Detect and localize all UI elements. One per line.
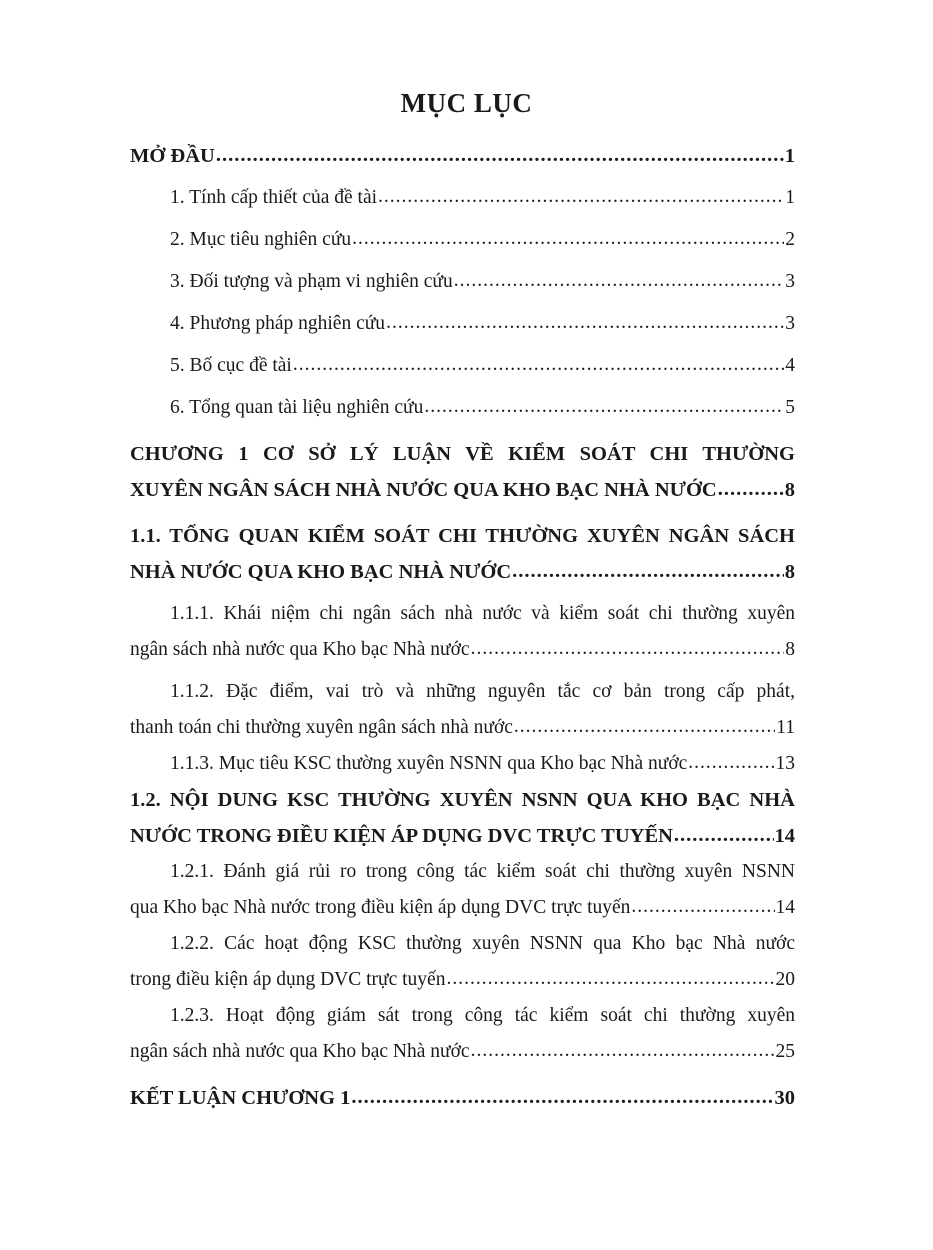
toc-page-number: 2 bbox=[785, 229, 795, 250]
toc-entry-chapter-1[interactable] bbox=[130, 436, 795, 508]
toc-entry-label-line2: trong điều kiện áp dụng DVC trực tuyến bbox=[130, 969, 446, 990]
toc-entry-section-1-2[interactable] bbox=[130, 782, 795, 854]
dot-leader bbox=[674, 817, 774, 853]
toc-entry-label-line2: thanh toán chi thường xuyên ngân sách nhà nước bbox=[130, 717, 513, 738]
toc-entry-section-1-1[interactable] bbox=[130, 518, 795, 590]
toc-entry-label: 5. Bố cục đề tài bbox=[170, 355, 292, 376]
toc-entry-label: 1.1.3. Mục tiêu KSC thường xuyên NSNN qua Kho bạc Nhà nước bbox=[170, 753, 688, 774]
toc-page-number: 14 bbox=[774, 825, 795, 847]
toc-entry-label-line1: 1.2. NỘI DUNG KSC THƯỜNG XUYÊN NSNN QUA KHO BẠC NHÀ bbox=[130, 789, 795, 811]
toc-entry-label: 1. Tính cấp thiết của đề tài bbox=[170, 187, 378, 208]
toc-page-number: 13 bbox=[775, 753, 795, 774]
dot-leader bbox=[216, 137, 784, 173]
dot-leader bbox=[688, 745, 774, 781]
toc-page-number: 1 bbox=[785, 187, 795, 208]
toc-page-number: 30 bbox=[774, 1087, 795, 1109]
toc-entry-label-line2: NƯỚC TRONG ĐIỀU KIỆN ÁP DỤNG DVC TRỰC TUYẾN bbox=[130, 825, 673, 847]
toc-entry-label: 4. Phương pháp nghiên cứu bbox=[170, 313, 386, 334]
toc-entry-label-line1: 1.1.1. Khái niệm chi ngân sách nhà nước và kiểm soát chi thường xuyên bbox=[170, 603, 795, 624]
dot-leader bbox=[718, 471, 784, 507]
dot-leader bbox=[378, 179, 784, 215]
toc-entry-intro-6[interactable] bbox=[130, 390, 795, 426]
toc-entry-intro-3[interactable] bbox=[130, 264, 795, 300]
dot-leader bbox=[351, 1079, 773, 1115]
toc-entry-mo-dau[interactable] bbox=[130, 138, 795, 174]
toc-page-number: 3 bbox=[785, 313, 795, 334]
toc-entry-label: 2. Mục tiêu nghiên cứu bbox=[170, 229, 352, 250]
dot-leader bbox=[386, 305, 784, 341]
toc-entry-intro-1[interactable] bbox=[130, 180, 795, 216]
toc-entry-intro-4[interactable] bbox=[130, 306, 795, 342]
dot-leader bbox=[446, 961, 774, 997]
dot-leader bbox=[454, 263, 785, 299]
toc-page-number: 11 bbox=[776, 717, 795, 738]
toc-entry-conclusion[interactable] bbox=[130, 1080, 795, 1116]
toc-entry-label-line2: qua Kho bạc Nhà nước trong điều kiện áp dụng DVC trực tuyến bbox=[130, 897, 631, 918]
toc-page-number: 8 bbox=[784, 479, 795, 501]
toc-entry-section-1-1-3[interactable] bbox=[130, 746, 795, 782]
toc-page-number: 20 bbox=[775, 969, 795, 990]
toc-entry-label-line1: CHƯƠNG 1 CƠ SỞ LÝ LUẬN VỀ KIỂM SOÁT CHI THƯỜNG bbox=[130, 443, 795, 465]
toc-entry-label: MỞ ĐẦU bbox=[130, 145, 215, 167]
dot-leader bbox=[471, 631, 785, 667]
dot-leader bbox=[352, 221, 784, 257]
toc-entry-label: KẾT LUẬN CHƯƠNG 1 bbox=[130, 1087, 351, 1109]
dot-leader bbox=[512, 553, 784, 589]
toc-entry-label-line1: 1.1.2. Đặc điểm, vai trò và những nguyên tắc cơ bản trong cấp phát, bbox=[170, 681, 795, 702]
toc-entry-intro-2[interactable] bbox=[130, 222, 795, 258]
toc-entry-label-line2: ngân sách nhà nước qua Kho bạc Nhà nước bbox=[130, 1041, 470, 1062]
toc-entry-intro-5[interactable] bbox=[130, 348, 795, 384]
toc-entry-label-line2: ngân sách nhà nước qua Kho bạc Nhà nước bbox=[130, 639, 470, 660]
dot-leader bbox=[471, 1033, 775, 1069]
toc-page-number: 8 bbox=[785, 639, 795, 660]
dot-leader bbox=[514, 709, 775, 745]
dot-leader bbox=[631, 889, 774, 925]
toc-page-number: 3 bbox=[785, 271, 795, 292]
toc-entry-section-1-1-2[interactable] bbox=[130, 674, 795, 746]
toc-entry-label-line2: XUYÊN NGÂN SÁCH NHÀ NƯỚC QUA KHO BẠC NHÀ NƯỚC bbox=[130, 479, 717, 501]
page-title: MỤC LỤC bbox=[400, 88, 533, 118]
toc-entry-section-1-2-2[interactable] bbox=[130, 926, 795, 998]
toc-entry-label-line1: 1.1. TỔNG QUAN KIỂM SOÁT CHI THƯỜNG XUYÊN NGÂN SÁCH bbox=[130, 525, 795, 547]
toc-page-number: 4 bbox=[785, 355, 795, 376]
toc-entry-section-1-2-1[interactable] bbox=[130, 854, 795, 926]
toc-entry-section-1-2-3[interactable] bbox=[130, 998, 795, 1070]
table-of-contents bbox=[130, 138, 795, 1116]
toc-entry-label-line1: 1.2.2. Các hoạt động KSC thường xuyên NSNN qua Kho bạc Nhà nước bbox=[170, 933, 795, 954]
toc-entry-label-line2: NHÀ NƯỚC QUA KHO BẠC NHÀ NƯỚC bbox=[130, 561, 512, 583]
toc-entry-section-1-1-1[interactable] bbox=[130, 596, 795, 668]
toc-page-number: 25 bbox=[775, 1041, 795, 1062]
toc-page-number: 5 bbox=[785, 397, 795, 418]
toc-entry-label: 6. Tổng quan tài liệu nghiên cứu bbox=[170, 397, 424, 418]
toc-page-number: 8 bbox=[784, 561, 795, 583]
dot-leader bbox=[424, 389, 784, 425]
toc-entry-label-line1: 1.2.3. Hoạt động giám sát trong công tác kiểm soát chi thường xuyên bbox=[170, 1005, 795, 1026]
toc-entry-label-line1: 1.2.1. Đánh giá rủi ro trong công tác kiểm soát chi thường xuyên NSNN bbox=[170, 861, 795, 882]
dot-leader bbox=[293, 347, 784, 383]
toc-entry-label: 3. Đối tượng và phạm vi nghiên cứu bbox=[170, 271, 453, 292]
toc-page-number: 1 bbox=[784, 145, 795, 167]
toc-page-number: 14 bbox=[775, 897, 795, 918]
